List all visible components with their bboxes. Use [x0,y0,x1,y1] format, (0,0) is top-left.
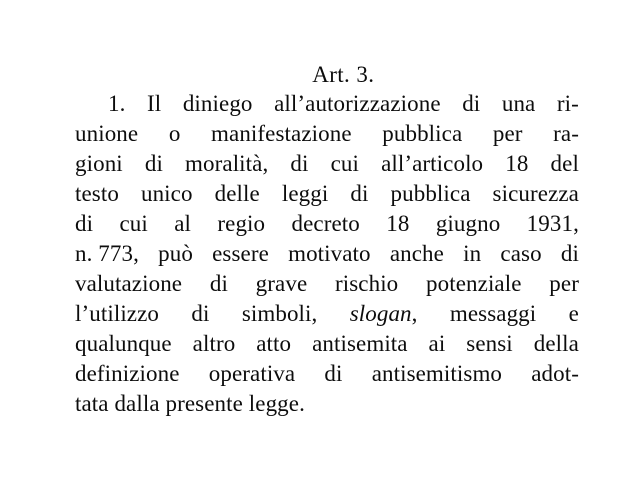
paragraph-line [75,179,579,209]
paragraph-line [75,119,579,149]
paragraph-word: qualunque [75,331,172,356]
paragraph-word: e [568,301,579,326]
paragraph-word: messaggi [449,301,537,326]
article-paragraph [75,89,579,419]
paragraph-word: manifestazione [211,121,352,146]
paragraph-word: anche [389,241,444,266]
paragraph-word: decreto [291,211,360,236]
paragraph-word: di [560,241,579,266]
paragraph-word: n. 773, [75,241,139,266]
paragraph-word: adot- [531,361,579,386]
paragraph-word: ri- [556,91,579,116]
paragraph-word: al [174,211,192,236]
italic-term: slogan [349,301,412,326]
paragraph-line [75,209,579,239]
paragraph-word: di [290,151,309,176]
paragraph-word: ra- [553,121,579,146]
paragraph-word: unione [75,121,139,146]
paragraph-word: essere [212,241,269,266]
paragraph-word: cui [330,151,359,176]
paragraph-line: tata dalla presente legge. [75,391,305,416]
paragraph-word: ai [428,331,446,356]
paragraph-word: antisemitismo [371,361,503,386]
paragraph-line [75,299,579,329]
paragraph-line [75,359,579,389]
paragraph-word: unico [140,181,193,206]
paragraph-word: atto [256,331,292,356]
paragraph-line [75,269,579,299]
paragraph-word: pubblica [390,181,471,206]
paragraph-word: regio [217,211,266,236]
paragraph-word: pubblica [382,121,463,146]
paragraph-word: di [324,361,343,386]
paragraph-word: leggi [281,181,329,206]
paragraph-word: per [492,121,523,146]
paragraph-word: una [501,91,536,116]
paragraph-word: moralità, [185,151,269,176]
paragraph-word: antisemita [312,331,408,356]
paragraph-word: cui [119,211,148,236]
paragraph-word: Il [147,91,162,116]
paragraph-word: all’autorizzazione [274,91,441,116]
paragraph-word: della [533,331,579,356]
article-heading-text: Art. 3. [312,62,375,87]
paragraph-word: operativa [208,361,296,386]
paragraph-line [75,239,579,269]
paragraph-word: delle [214,181,260,206]
paragraph-word: di [209,271,228,296]
paragraph-word: 18 [386,211,410,236]
paragraph-word: rischio [334,271,399,296]
paragraph-word: sensi [466,331,513,356]
paragraph-word [350,299,418,329]
paragraph-word: di [191,301,210,326]
paragraph-word: testo [75,181,119,206]
paragraph-word: simboli, [241,301,318,326]
paragraph-word: di [75,211,94,236]
paragraph-word: di [462,91,481,116]
paragraph-word: definizione [75,361,180,386]
paragraph-word: 1931, [526,211,579,236]
paragraph-line [75,89,579,119]
paragraph-word: sicurezza [492,181,579,206]
paragraph-word: gioni [75,151,123,176]
paragraph-word: valutazione [75,271,183,296]
paragraph-word: motivato [288,241,371,266]
paragraph-word: grave [255,271,308,296]
paragraph-word: potenziale [426,271,522,296]
paragraph-word: o [168,121,181,146]
paragraph-word: caso [500,241,542,266]
paragraph-word: 18 [505,151,529,176]
paragraph-line [75,149,579,179]
paragraph-word: per [549,271,579,296]
paragraph-word: di [144,151,163,176]
paragraph-word: giugno [435,211,501,236]
paragraph-word: diniego [182,91,253,116]
paragraph-word: di [350,181,369,206]
punctuation: , [411,301,418,326]
paragraph-word: 1. [108,91,126,116]
paragraph-word: all’articolo [381,151,484,176]
paragraph-word: può [158,241,193,266]
paragraph-word: del [550,151,579,176]
paragraph-word: altro [192,331,236,356]
paragraph-word: l’utilizzo [75,301,160,326]
paragraph-line [75,329,579,359]
paragraph-word: in [463,241,482,266]
